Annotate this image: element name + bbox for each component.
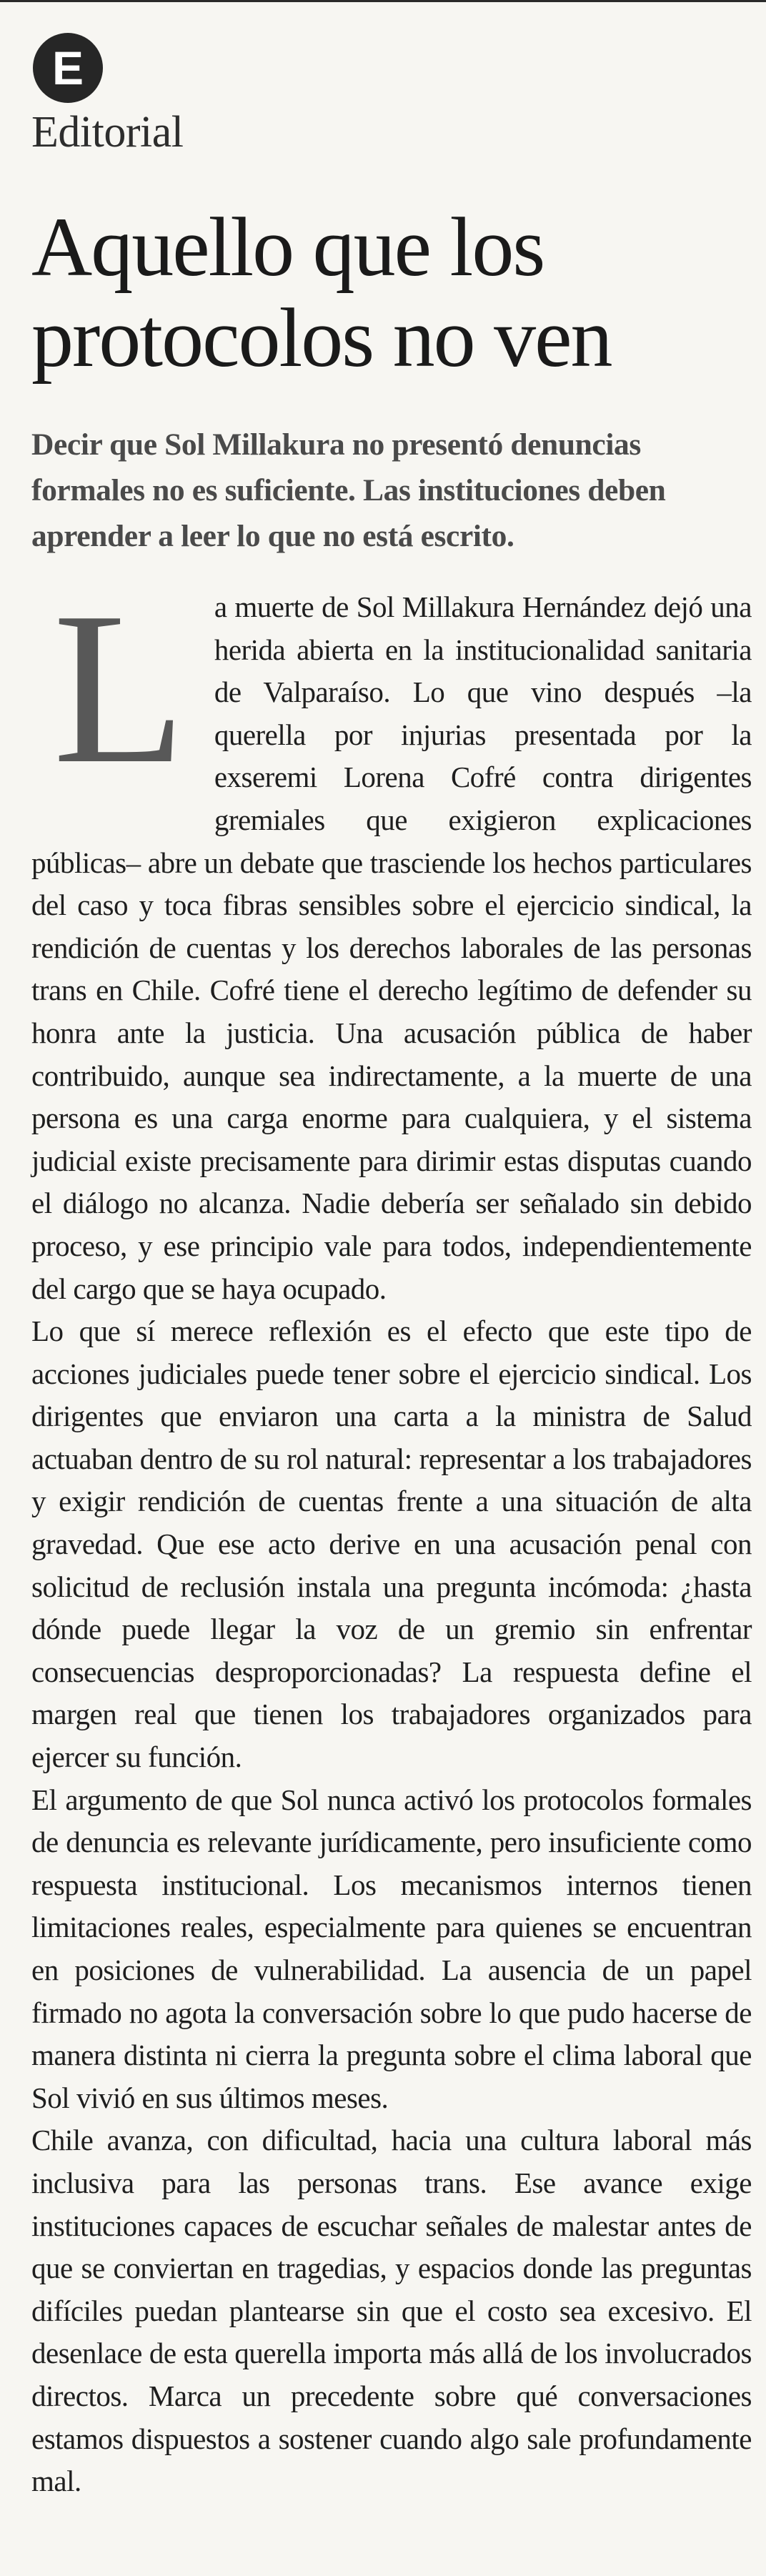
top-rule — [0, 0, 766, 2]
drop-cap: L — [53, 567, 186, 808]
section-badge: E — [33, 33, 103, 103]
headline: Aquello que los protocolos no ven — [31, 200, 612, 385]
article-paragraph-2: Lo que sí merece reflexión es el efecto que este tipo de acciones judiciales puede tener sobre el ejercicio sindical. Los dirigentes que enviaron una carta a la ministra de Salud actuaban dentro de su rol natural: representar a los trabajadores y exigir rendición de cuentas frente a una situación de alta gravedad. Que ese acto derive en una acusación penal con solicitud de reclusión instala una pregunta incómoda: ¿hasta dónde puede llegar la voz de un gremio sin enfrentar consecuencias desproporcionadas? La respuesta define el margen real que tienen los trabajadores organizados para ejercer su función. — [31, 1314, 752, 1774]
deck: Decir que Sol Millakura no presentó denuncias formales no es suficiente. Las instituciones deben aprender a leer lo que no está escrito. — [31, 427, 666, 553]
article-paragraph-1 — [31, 567, 752, 1310]
article-body — [31, 567, 752, 2503]
article-paragraph-3: El argumento de que Sol nunca activó los protocolos formales de denuncia es relevante jurídicamente, pero insuficiente como respuesta institucional. Los mecanismos internos tienen limitaciones reales, especialmente para quienes se encuentran en posiciones de vulnerabilidad. La ausencia de un papel firmado no agota la conversación sobre lo que pudo hacerse de manera distinta ni cierra la pregunta sobre el clima laboral que Sol vivió en sus últimos meses. — [31, 1783, 752, 2114]
paragraph-1-text: a muerte de Sol Millakura Hernández dejó una herida abierta en la institucionalidad sanitaria de Valparaíso. Lo que vino después –la querella por injurias presentada por la exseremi Lorena Cofré contra dirigentes gremiales que exigieron explicaciones públicas– abre un debate que trasciende los hechos particulares del caso y toca fibras sensibles sobre el ejercicio sindical, la rendición de cuentas y los derechos laborales de las personas trans en Chile. Cofré tiene el derecho legítimo de defender su honra ante la justicia. Una acusación pública de haber contribuido, aunque sea indirectamente, a la muerte de una persona es una carga enorme para cualquiera, y el sistema judicial existe precisamente para dirimir estas disputas cuando el diálogo no alcanza. Nadie debería ser señalado sin debido proceso, y ese principio vale para todos, independientemente del cargo que se haya ocupado. — [31, 590, 752, 1305]
article-paragraph-4: Chile avanza, con dificultad, hacia una cultura laboral más inclusiva para las personas trans. Ese avance exige instituciones capaces de escuchar señales de malestar antes de que se conviertan en tragedias, y espacios donde las preguntas difíciles puedan plantearse sin que el costo sea excesivo. El desenlace de esta querella importa más allá de los involucrados directos. Marca un precedente sobre qué conversaciones estamos dispuestos a sostener cuando algo sale profundamente mal. — [31, 2124, 752, 2498]
section-label: Editorial — [31, 108, 184, 157]
